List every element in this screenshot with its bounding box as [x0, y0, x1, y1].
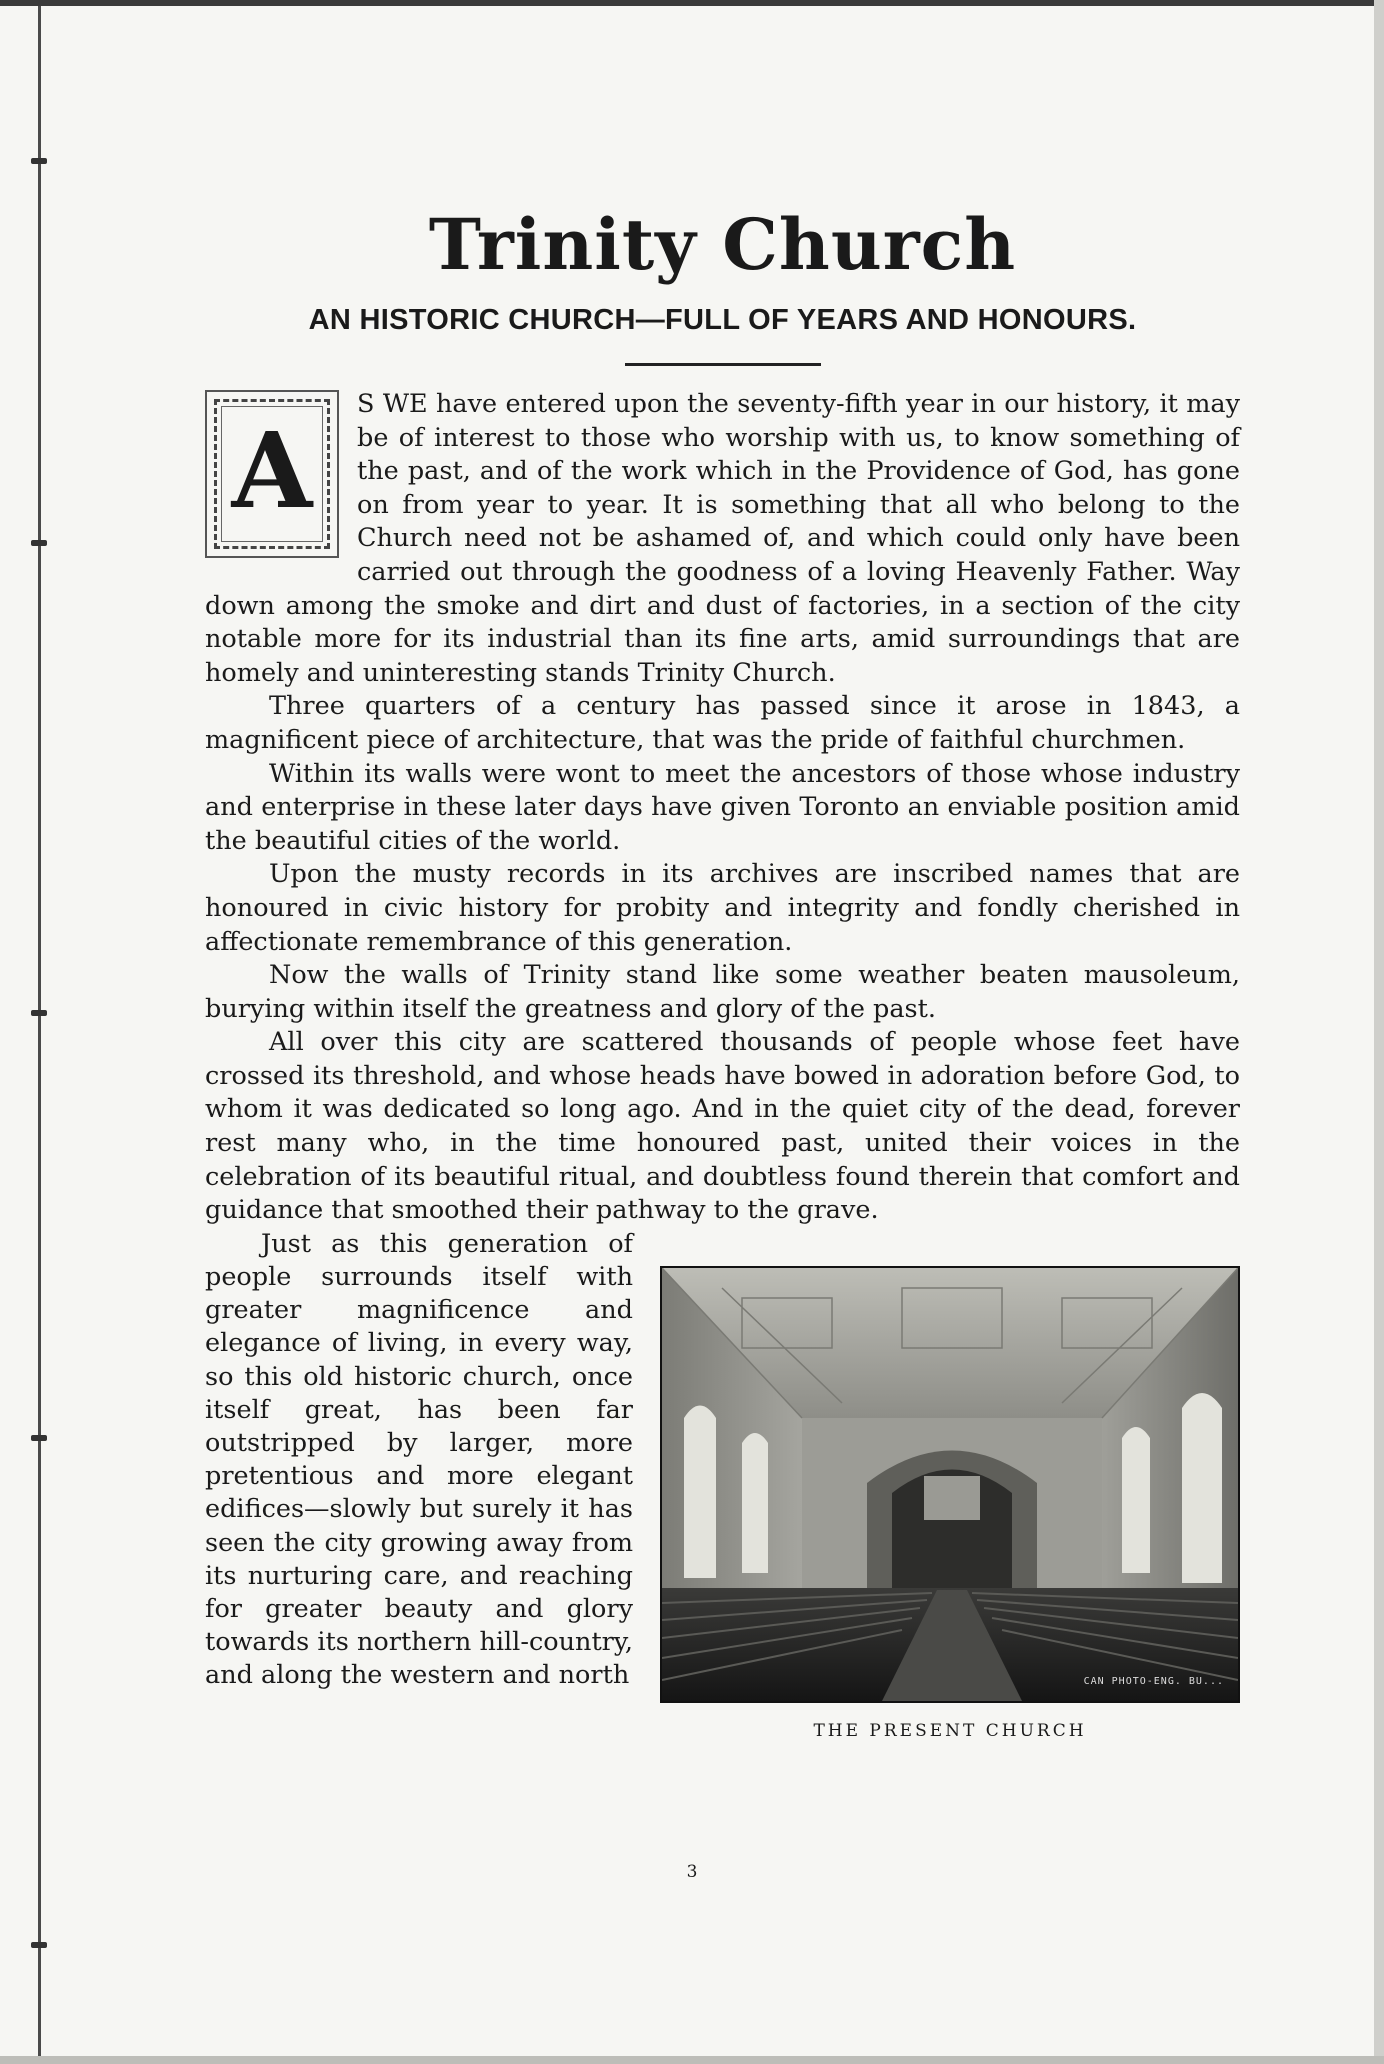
page-bottom-edge: [0, 2056, 1384, 2064]
binding-mark: [31, 540, 47, 546]
title-divider: [625, 363, 821, 366]
paragraph: Three quarters of a century has passed since it arose in 1843, a magnificent piece of architecture, that was the pride of faithful churchmen.: [205, 691, 1240, 755]
paragraph: Just as this generation of people surrounds itself with greater magnificence and elegance of living, in every way, so this old historic church, once itself great, has been far outstripped by larger, more pretentious and more elegant edifices—slowly but surely it has seen the city growing away from its nurturing care, and reaching for greater beauty and glory towards its northern hill-country, and along the western and north: [205, 1228, 633, 1691]
church-interior-illustration: [662, 1268, 1238, 1701]
paragraph: Within its walls were wont to meet the ancestors of those whose industry and enterprise in these later days have given Toronto an enviable position amid the beautiful cities of the world.: [205, 758, 1240, 856]
lower-section: [205, 1228, 1240, 1741]
page-title: Trinity Church: [428, 203, 1017, 286]
binding-mark: [31, 158, 47, 164]
article-body: [205, 388, 1240, 1228]
drop-cap-frame: [205, 390, 339, 558]
paragraph: Upon the musty records in its archives are inscribed names that are honoured in civic history for probity and integrity and fondly cherished in affectionate remembrance of this generation.: [205, 859, 1240, 957]
church-interior-photo: [660, 1266, 1240, 1703]
paragraph: All over this city are scattered thousands of people whose feet have crossed its threshold, and whose heads have bowed in adoration before God, to whom it was dedicated so long ago. And in the quiet city of the dead, forever rest many who, in the time honoured past, united their voices in the celebration of its beautiful ritual, and doubtless found therein that comfort and guidance that smoothed their pathway to the grave.: [205, 1027, 1240, 1226]
binding-mark: [31, 1010, 47, 1016]
lower-text-column: [205, 1228, 633, 1693]
binding-mark: [31, 1435, 47, 1441]
article: [205, 200, 1240, 1741]
page-top-edge: [0, 0, 1384, 6]
page-right-edge: [1374, 0, 1384, 2064]
paragraph: S WE have entered upon the seventy-fifth year in our history, it may be of interest to those who worship with us, to know something of the past, and of the work which in the Providence of God, has gone on from year to year. It is something that all who belong to the Church need not be ashamed of, and which could only have been carried out through the goodness of a loving Heavenly Father. Way down among the smoke and dirt and dust of factories, in a section of the city notable more for its industrial than its fine arts, amid surroundings that are homely and uninteresting stands Trinity Church.: [205, 389, 1240, 688]
paragraph: Now the walls of Trinity stand like some weather beaten mausoleum, burying within itself the greatness and glory of the past.: [205, 960, 1240, 1024]
binding-mark: [31, 1942, 47, 1948]
photo-figure: [660, 1266, 1240, 1741]
binding-rule: [38, 6, 41, 2064]
page-subtitle: AN HISTORIC CHURCH—FULL OF YEARS AND HONOURS.: [308, 304, 1137, 336]
photo-credit: CAN PHOTO-ENG. BU...: [1083, 1675, 1224, 1687]
page-number: 3: [686, 1862, 698, 1882]
photo-caption: THE PRESENT CHURCH: [813, 1720, 1087, 1741]
drop-cap-letter: A: [231, 409, 313, 532]
